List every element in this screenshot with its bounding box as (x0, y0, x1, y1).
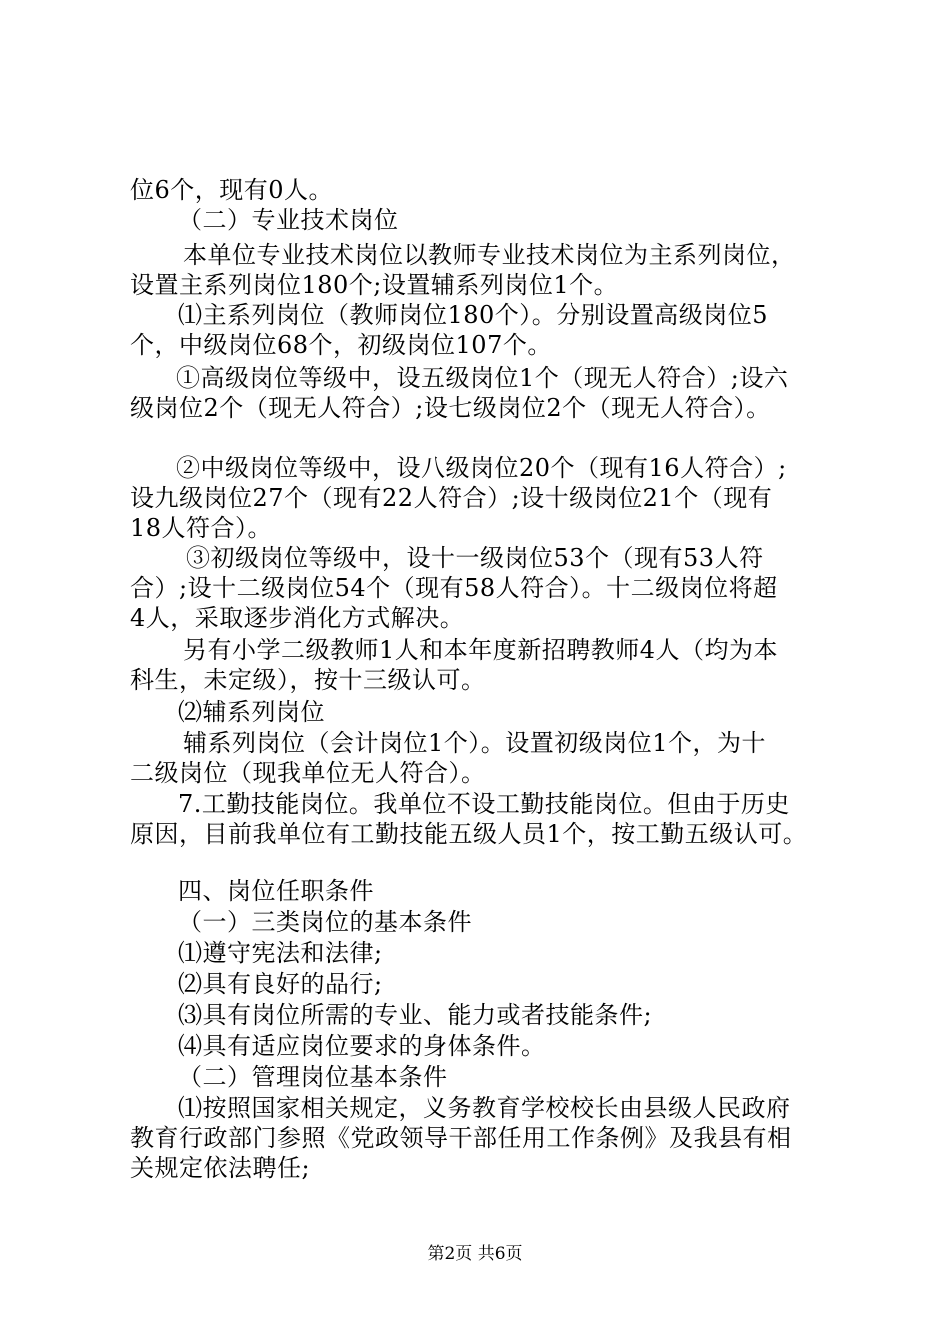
text-line: 4人，采取逐步消化方式解决。 (130, 604, 465, 632)
text-line: 辅系列岗位（会计岗位1个）。设置初级岗位1个，为十 (183, 729, 767, 757)
section-heading: （二）专业技术岗位 (178, 206, 399, 234)
list-item: ⑴遵守宪法和法律; (178, 939, 383, 967)
text-line: ②中级岗位等级中，设八级岗位20个（现有16人符合）; (176, 454, 787, 482)
text-line: ①高级岗位等级中，设五级岗位1个（现无人符合）;设六 (176, 364, 789, 392)
text-line: 7.工勤技能岗位。我单位不设工勤技能岗位。但由于历史 (178, 790, 790, 818)
text-line: 合）;设十二级岗位54个（现有58人符合）。十二级岗位将超 (130, 574, 778, 602)
text-line: 另有小学二级教师1人和本年度新招聘教师4人（均为本 (183, 636, 779, 664)
text-line: 关规定依法聘任; (130, 1154, 311, 1182)
text-line: 设九级岗位27个（现有22人符合）;设十级岗位21个（现有 (130, 484, 773, 512)
text-line: 个，中级岗位68个，初级岗位107个。 (130, 331, 552, 359)
text-line: ⑵辅系列岗位 (178, 698, 325, 726)
text-line: ⑴按照国家相关规定，义务教育学校校长由县级人民政府 (178, 1094, 791, 1122)
text-line: 二级岗位（现我单位无人符合）。 (130, 759, 486, 787)
text-line: ③初级岗位等级中，设十一级岗位53个（现有53人符 (186, 544, 764, 572)
list-item: ⑵具有良好的品行; (178, 970, 383, 998)
page-footer: 第2页 共6页 (427, 1244, 523, 1264)
list-item: ⑷具有适应岗位要求的身体条件。 (178, 1032, 546, 1060)
section-heading: （二）管理岗位基本条件 (178, 1063, 448, 1091)
text-line: 位6个，现有0人。 (130, 176, 334, 204)
text-line: 18人符合）。 (130, 514, 273, 542)
text-line: 本单位专业技术岗位以教师专业技术岗位为主系列岗位， (183, 241, 796, 269)
text-line: 原因，目前我单位有工勤技能五级人员1个，按工勤五级认可。 (130, 820, 808, 848)
section-heading: 四、岗位任职条件 (178, 877, 374, 905)
section-heading: （一）三类岗位的基本条件 (178, 908, 472, 936)
text-line: 教育行政部门参照《党政领导干部任用工作条例》及我县有相 (130, 1124, 792, 1152)
text-line: 科生，未定级），按十三级认可。 (130, 666, 486, 694)
list-item: ⑶具有岗位所需的专业、能力或者技能条件; (178, 1001, 653, 1029)
text-line: 设置主系列岗位180个;设置辅系列岗位1个。 (130, 271, 619, 299)
text-line: ⑴主系列岗位（教师岗位180个）。分别设置高级岗位5 (178, 301, 769, 329)
text-line: 级岗位2个（现无人符合）;设七级岗位2个（现无人符合）。 (130, 394, 771, 422)
